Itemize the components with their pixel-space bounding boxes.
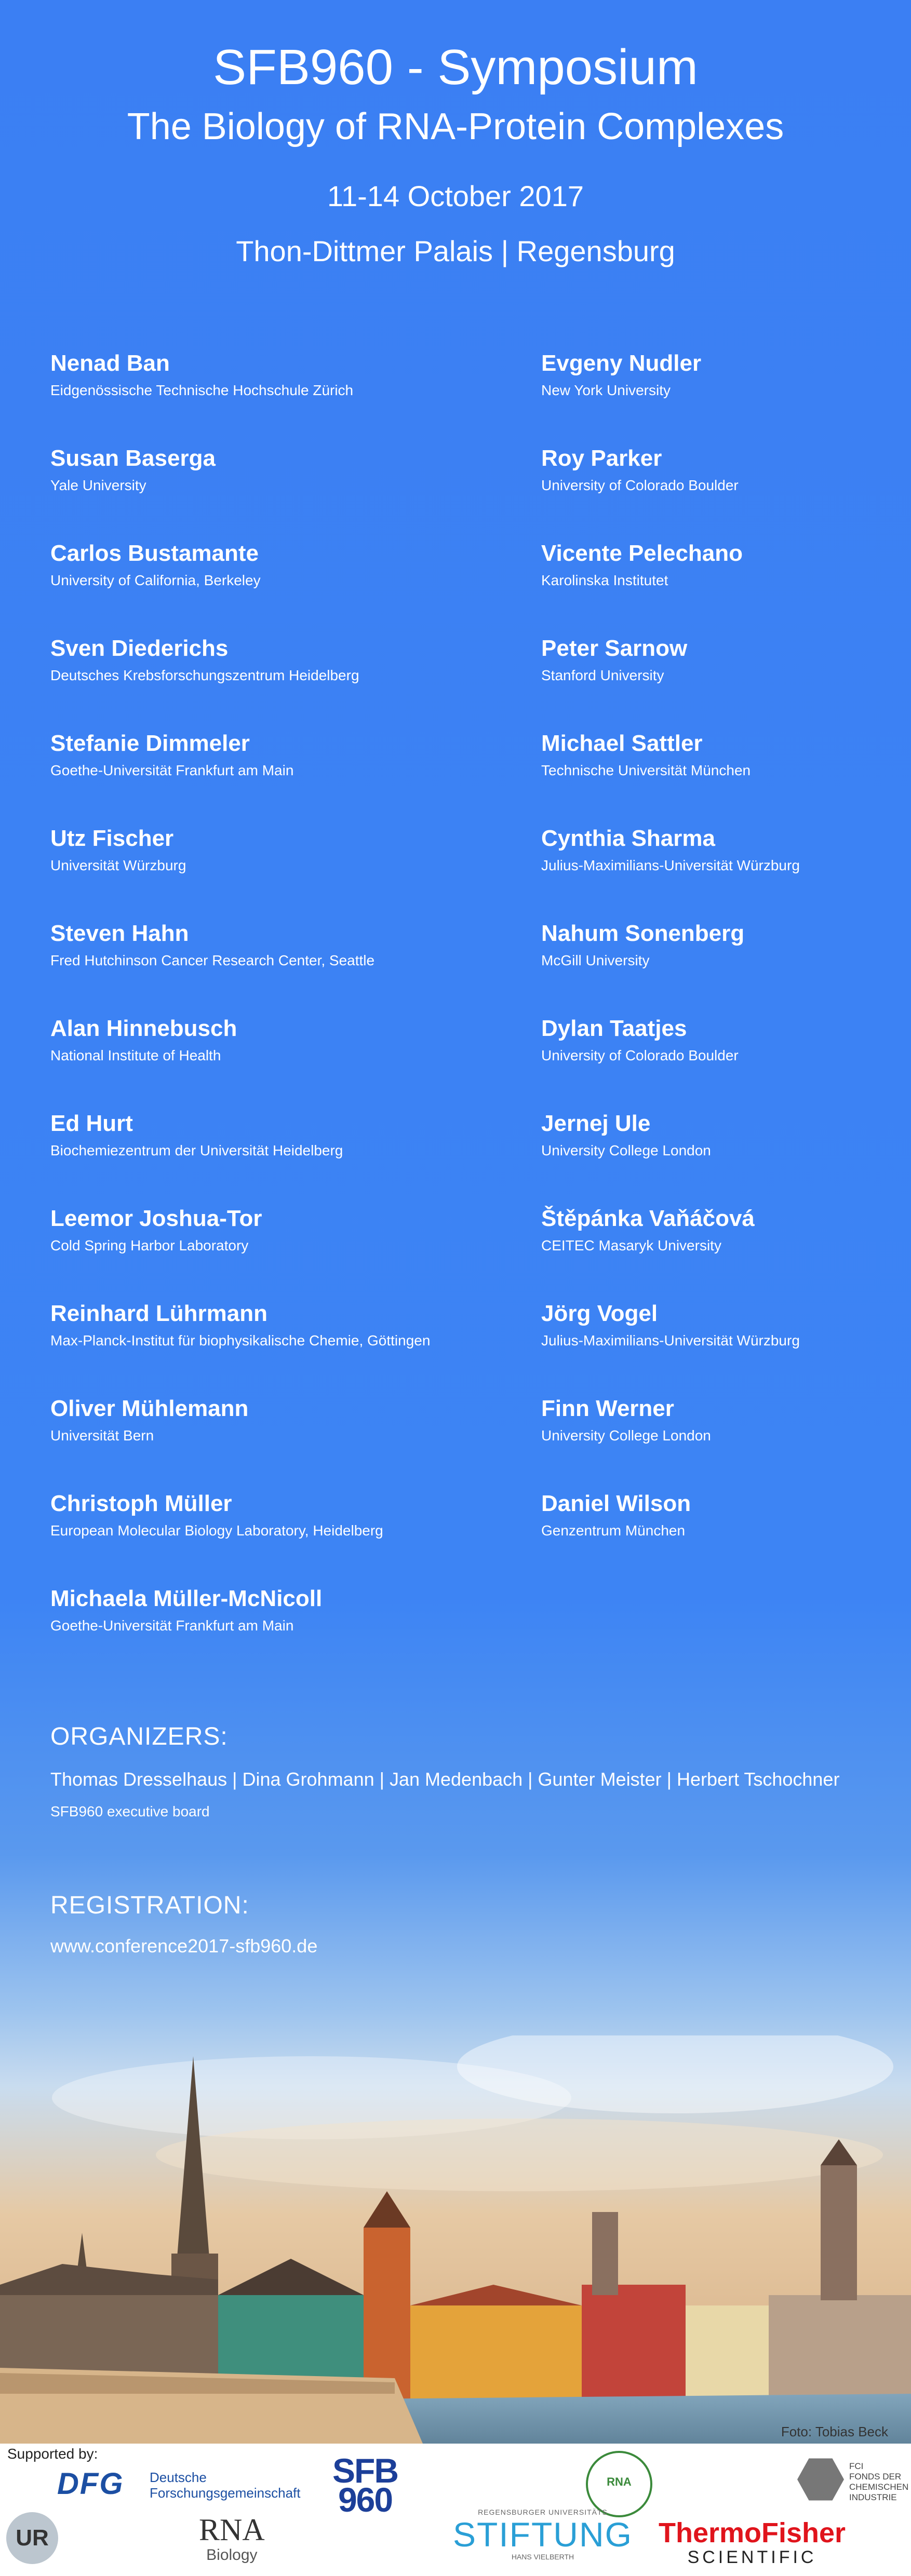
speaker-affiliation: Cold Spring Harbor Laboratory xyxy=(50,1237,249,1253)
speaker-affiliation: National Institute of Health xyxy=(50,1047,221,1063)
event-venue: Thon-Dittmer Palais | Regensburg xyxy=(236,235,675,267)
speaker-name: Reinhard Lührmann xyxy=(50,1301,268,1326)
speaker-affiliation: CEITEC Masaryk University xyxy=(541,1237,721,1253)
rna-biology-mark: RNA xyxy=(199,2513,265,2547)
organizers-names: Thomas Dresselhaus | Dina Grohmann | Jan Medenbach | Gunter Meister | Herbert Tschochner xyxy=(50,1769,840,1790)
speaker-name: Carlos Bustamante xyxy=(50,541,259,566)
speaker-affiliation: New York University xyxy=(541,382,671,398)
sfb-line-1: SFB xyxy=(332,2451,398,2490)
speaker-name: Oliver Mühlemann xyxy=(50,1396,249,1421)
organizers-board: SFB960 executive board xyxy=(50,1803,210,1819)
fci-line-1: FONDS DER xyxy=(849,2472,902,2481)
speaker-affiliation: Genzentrum München xyxy=(541,1522,686,1539)
speaker-name: Dylan Taatjes xyxy=(541,1016,687,1041)
sfb960-logo xyxy=(332,2451,398,2519)
speaker-entry xyxy=(541,728,911,823)
speaker-name: Alan Hinnebusch xyxy=(50,1016,237,1041)
fci-line-3: INDUSTRIE xyxy=(849,2492,897,2502)
speaker-name: Evgeny Nudler xyxy=(541,350,702,376)
stiftung-logo xyxy=(453,2508,633,2561)
speaker-name: Christoph Müller xyxy=(50,1491,232,1516)
speaker-name: Michael Sattler xyxy=(541,731,703,756)
symposium-title: SFB960 - Symposium xyxy=(213,39,698,95)
speaker-entry xyxy=(50,1298,518,1393)
speaker-affiliation: Biochemiezentrum der Universität Heidelberg xyxy=(50,1142,343,1158)
speaker-entry xyxy=(541,538,911,633)
speaker-entry xyxy=(50,1203,518,1298)
registration-section xyxy=(50,1890,317,1960)
speaker-entry xyxy=(541,1393,911,1488)
speaker-entry xyxy=(541,633,911,728)
speaker-name: Ed Hurt xyxy=(50,1111,133,1136)
speaker-name: Steven Hahn xyxy=(50,921,189,946)
supported-by-label: Supported by: xyxy=(7,2446,98,2462)
speaker-name: Utz Fischer xyxy=(50,826,174,851)
dfg-line-1: Deutsche xyxy=(150,2470,207,2485)
speaker-entry xyxy=(541,1108,911,1203)
speaker-affiliation: Max-Planck-Institut für biophysikalische Chemie, Göttingen xyxy=(50,1332,431,1348)
speaker-entry xyxy=(50,348,518,443)
speaker-name: Nahum Sonenberg xyxy=(541,921,745,946)
speaker-list-right xyxy=(541,348,911,1583)
speaker-entry xyxy=(50,918,518,1013)
header xyxy=(0,36,911,272)
speaker-name: Cynthia Sharma xyxy=(541,826,715,851)
speaker-name: Stefanie Dimmeler xyxy=(50,731,250,756)
fci-line-2: CHEMISCHEN xyxy=(849,2482,909,2492)
dfg-logo xyxy=(57,2466,301,2501)
speaker-entry xyxy=(50,633,518,728)
speaker-affiliation: University of Colorado Boulder xyxy=(541,477,739,493)
speaker-name: Vicente Pelechano xyxy=(541,541,743,566)
speaker-affiliation: Universität Bern xyxy=(50,1427,154,1444)
event-date: 11-14 October 2017 xyxy=(327,180,584,212)
organizers-heading: ORGANIZERS: xyxy=(50,1723,228,1750)
speaker-name: Roy Parker xyxy=(541,446,662,471)
regensburg-skyline-photo xyxy=(0,2035,911,2451)
speaker-affiliation: University of Colorado Boulder xyxy=(541,1047,739,1063)
symposium-subtitle: The Biology of RNA-Protein Complexes xyxy=(127,106,784,147)
speaker-entry xyxy=(50,443,518,538)
speaker-affiliation: Goethe-Universität Frankfurt am Main xyxy=(50,762,294,778)
registration-heading: REGISTRATION: xyxy=(50,1892,249,1919)
thermofisher-mark: ThermoFisher xyxy=(659,2517,846,2548)
speaker-affiliation: Stanford University xyxy=(541,667,664,683)
dfg-mark: DFG xyxy=(57,2467,124,2501)
speaker-entry xyxy=(50,1108,518,1203)
speaker-entry xyxy=(50,728,518,823)
speaker-list-left xyxy=(50,348,518,1678)
speaker-affiliation: Eidgenössische Technische Hochschule Zürich xyxy=(50,382,354,398)
speaker-affiliation: Deutsches Krebsforschungszentrum Heidelberg xyxy=(50,667,359,683)
speaker-entry xyxy=(50,538,518,633)
thermofisher-logo xyxy=(659,2518,846,2568)
speaker-affiliation: Julius-Maximilians-Universität Würzburg xyxy=(541,857,800,873)
speaker-entry xyxy=(50,1013,518,1108)
speaker-name: Sven Diederichs xyxy=(50,636,229,661)
speaker-name: Jörg Vogel xyxy=(541,1301,658,1326)
speaker-entry xyxy=(541,1298,911,1393)
speaker-affiliation: Goethe-Universität Frankfurt am Main xyxy=(50,1617,294,1634)
speaker-name: Štěpánka Vaňáčová xyxy=(541,1206,755,1231)
speaker-entry xyxy=(541,348,911,443)
speaker-affiliation: University College London xyxy=(541,1427,711,1444)
speaker-entry xyxy=(541,1013,911,1108)
thermofisher-text: SCIENTIFIC xyxy=(687,2547,817,2567)
speaker-name: Leemor Joshua-Tor xyxy=(50,1206,262,1231)
rna-biology-logo xyxy=(199,2513,265,2564)
speaker-entry xyxy=(541,1488,911,1583)
fci-hexagon-icon xyxy=(797,2456,844,2503)
speaker-entry xyxy=(541,1203,911,1298)
dfg-line-2: Forschungsgemeinschaft xyxy=(150,2485,301,2501)
speaker-affiliation: Yale University xyxy=(50,477,146,493)
organizers-section xyxy=(50,1721,839,1823)
registration-url[interactable]: www.conference2017-sfb960.de xyxy=(50,1935,318,1957)
fci-mark: FCI xyxy=(849,2461,864,2471)
stiftung-bottom: HANS VIELBERTH xyxy=(511,2553,574,2561)
ur-logo: UR xyxy=(6,2512,58,2564)
speaker-entry xyxy=(50,1393,518,1488)
speaker-entry xyxy=(541,443,911,538)
sfb-line-2: 960 xyxy=(338,2480,393,2519)
speaker-affiliation: Julius-Maximilians-Universität Würzburg xyxy=(541,1332,800,1348)
speaker-affiliation: European Molecular Biology Laboratory, Heidelberg xyxy=(50,1522,383,1539)
speaker-name: Finn Werner xyxy=(541,1396,674,1421)
speaker-name: Peter Sarnow xyxy=(541,636,688,661)
stiftung-mark: STIFTUNG xyxy=(453,2515,633,2554)
speaker-name: Nenad Ban xyxy=(50,350,170,376)
speaker-affiliation: Technische Universität München xyxy=(541,762,751,778)
dfg-text xyxy=(150,2470,300,2501)
speaker-affiliation: Fred Hutchinson Cancer Research Center, Seattle xyxy=(50,952,375,968)
speaker-affiliation: Universität Würzburg xyxy=(50,857,186,873)
speaker-affiliation: McGill University xyxy=(541,952,650,968)
speaker-affiliation: Karolinska Institutet xyxy=(541,572,668,588)
stiftung-top: REGENSBURGER UNIVERSITÄTS xyxy=(478,2508,608,2516)
speaker-entry xyxy=(541,823,911,918)
rna-society-logo: RNA xyxy=(586,2451,652,2517)
speaker-entry xyxy=(541,918,911,1013)
fci-text xyxy=(849,2461,908,2503)
speaker-name: Susan Baserga xyxy=(50,446,216,471)
fci-logo xyxy=(797,2456,909,2503)
speaker-name: Jernej Ule xyxy=(541,1111,651,1136)
speaker-name: Michaela Müller-McNicoll xyxy=(50,1586,323,1611)
speaker-entry xyxy=(50,1583,518,1678)
photo-credit: Foto: Tobias Beck xyxy=(781,2424,888,2439)
speaker-name: Daniel Wilson xyxy=(541,1491,691,1516)
speaker-affiliation: University College London xyxy=(541,1142,711,1158)
speaker-entry xyxy=(50,823,518,918)
rna-biology-text: Biology xyxy=(206,2546,258,2564)
speaker-entry xyxy=(50,1488,518,1583)
speaker-affiliation: University of California, Berkeley xyxy=(50,572,261,588)
